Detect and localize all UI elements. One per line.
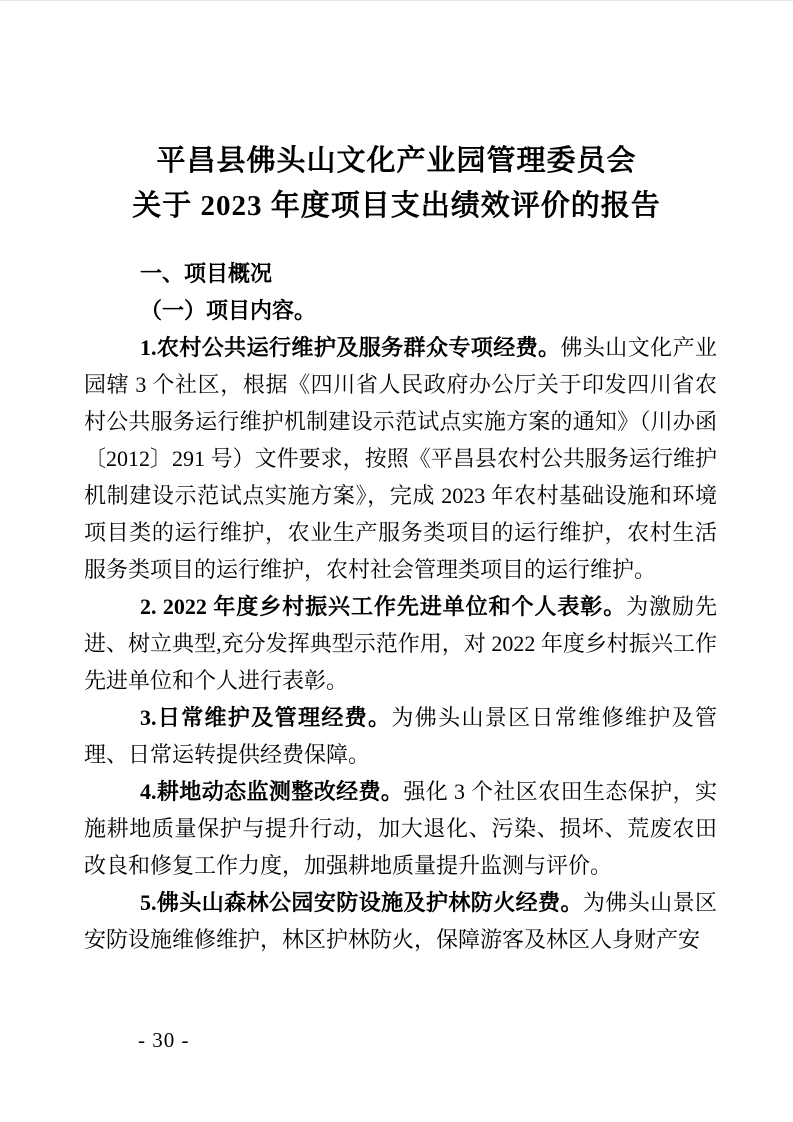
page-number: - 30 - <box>138 1028 190 1052</box>
paragraph-item-4 <box>84 773 717 884</box>
title-line-2: 关于 2023 年度项目支出绩效评价的报告 <box>132 190 661 222</box>
paragraph-item-2-lead: 2. 2022 年度乡村振兴工作先进单位和个人表彰。 <box>140 594 627 619</box>
paragraph-item-3-lead: 3.日常维护及管理经费。 <box>140 705 392 730</box>
paragraph-item-4-text: 强化 3 个社区农田生态保护，实施耕地质量保护与提升行动，加大退化、污染、损坏、荒废农田改良和修复工作力度，加强耕地质量提升监测与评价。 <box>84 779 717 878</box>
paragraph-item-2-text: 为激励先进、树立典型,充分发挥典型示范作用，对 2022 年度乡村振兴工作先进单位和个人进行表彰。 <box>84 594 717 693</box>
paragraph-item-5-text: 为佛头山景区安防设施维修维护，林区护林防火，保障游客及林区人身财产安 <box>84 890 717 952</box>
paragraph-item-4-lead: 4.耕地动态监测整改经费。 <box>140 779 404 804</box>
paragraph-item-1-lead: 1.农村公共运行维护及服务群众专项经费。 <box>140 335 561 360</box>
subsection-heading: （一）项目内容。 <box>140 298 317 323</box>
document-title <box>0 1 793 229</box>
document-body <box>84 255 717 958</box>
paragraph-item-2 <box>84 588 717 699</box>
paragraph-item-5 <box>84 884 717 958</box>
paragraph-item-5-lead: 5.佛头山森林公园安防设施及护林防火经费。 <box>140 890 583 915</box>
section-heading: 一、项目概况 <box>140 261 273 286</box>
paragraph-item-3 <box>84 699 717 773</box>
paragraph-item-1-text: 佛头山文化产业园辖 3 个社区，根据《四川省人民政府办公厅关于印发四川省农村公共服务运行维护机制建设示范试点实施方案的通知》（川办函〔2012〕291 号）文件要求，按照《平昌县农村公共服务运行维护机制建设示范试点实施方案》，完成 2023 年农村基础设施和环境项目类的运行维护，农业生产服务类项目的运行维护，农村生活服务类项目的运行维护，农村社会管理类项目的运行维护。 <box>84 335 717 582</box>
title-line-1: 平昌县佛头山文化产业园管理委员会 <box>156 145 637 177</box>
paragraph-item-3-text: 为佛头山景区日常维修维护及管理、日常运转提供经费保障。 <box>84 705 717 767</box>
paragraph-item-1 <box>84 329 717 588</box>
